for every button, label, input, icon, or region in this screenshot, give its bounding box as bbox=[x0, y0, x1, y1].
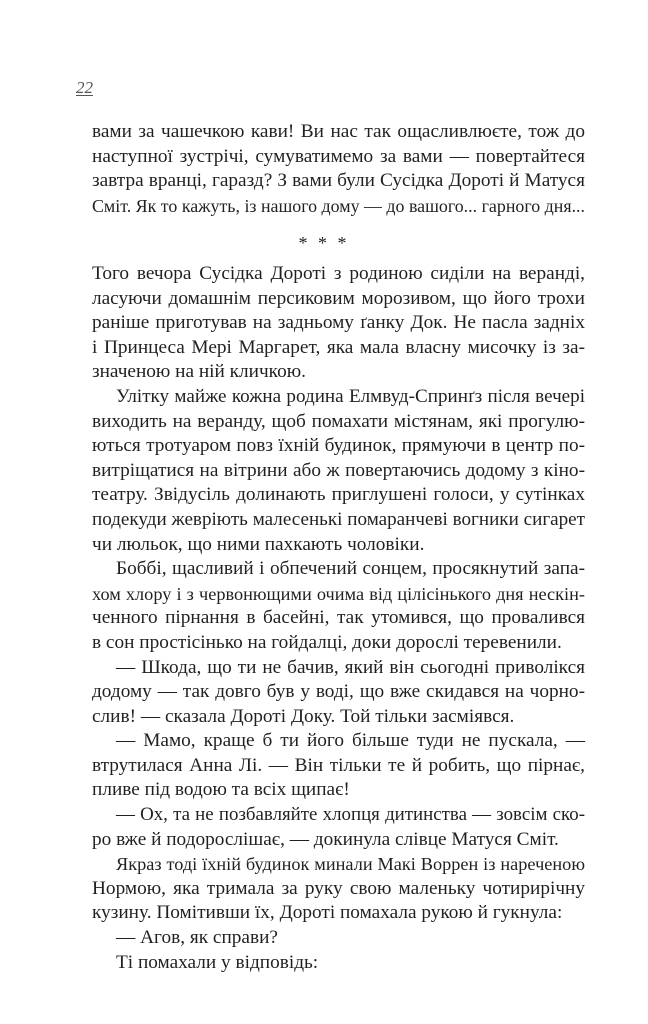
text-line: ються тротуаром повз їхній будинок, прямуючи в центр по- bbox=[92, 435, 585, 457]
paragraph bbox=[92, 656, 585, 730]
text-line: значеною на ній кличкою. bbox=[92, 361, 306, 383]
text-line: чи люльок, що ними пахкають чоловіки. bbox=[92, 533, 425, 555]
text-line: втрутилася Анна Лі. — Він тільки те й робить, що пірнає, bbox=[92, 754, 585, 776]
text-line: Нормою, яка тримала за руку свою маленьку чотирирічну bbox=[92, 877, 585, 899]
text-line: Ті помахали у відповідь: bbox=[116, 951, 319, 973]
paragraph bbox=[92, 729, 585, 803]
text-line: — Шкода, що ти не бачив, який він сьогодні приволікся bbox=[116, 656, 585, 678]
text-line: раніше приготував на задньому ґанку Док. Не пасла задніх bbox=[92, 312, 585, 334]
intro-paragraph bbox=[92, 120, 585, 218]
text-line: Того вечора Сусідка Дороті з родиною сиділи на веранді, bbox=[92, 263, 585, 284]
text-line: театру. Звідусіль долинають приглушені голоси, у сутінках bbox=[92, 484, 585, 506]
page-number: 22 bbox=[76, 78, 93, 97]
text-line: Сміт. Як то кажуть, із нашого дому — до вашого... гарного дня... bbox=[92, 195, 585, 216]
main-text bbox=[92, 262, 585, 975]
paragraph bbox=[92, 926, 585, 951]
paragraph bbox=[92, 803, 585, 852]
text-line: завтра вранці, гаразд? З вами були Сусідка Дороті й Матуся bbox=[92, 170, 585, 192]
text-line: вами за чашечкою кави! Ви нас так ощасливлюєте, тож до bbox=[92, 121, 585, 142]
paragraph bbox=[92, 852, 585, 926]
text-line: пливе під водою та всіх щипає! bbox=[92, 779, 350, 801]
text-line: подекуди жевріють малесенькі помаранчеві вогники сигарет bbox=[92, 508, 585, 530]
text-line: і Принцеса Мері Маргарет, яка мала власну мисочку із за- bbox=[92, 336, 585, 358]
text-line: витріщатися на вітрини або ж повертаючись додому з кіно- bbox=[92, 459, 585, 481]
paragraph bbox=[92, 262, 585, 385]
text-line: ласуючи домашнім персиковим морозивом, що його трохи bbox=[92, 287, 585, 309]
text-line: в сон простісінько на гойдалці, доки дорослі теревенили. bbox=[92, 631, 562, 653]
paragraph bbox=[92, 385, 585, 557]
text-line: наступної зустрічі, сумуватимемо за вами — повертайтеся bbox=[92, 145, 585, 167]
text-line: хом хлору і з червонющими очима від цілісінького дня нескін- bbox=[92, 583, 585, 604]
text-line: — Агов, як справи? bbox=[116, 927, 278, 949]
paragraph bbox=[92, 557, 585, 655]
text-line: ро вже й подорослішає, — докинула слівце Матуся Сміт. bbox=[92, 828, 559, 850]
text-line: Улітку майже кожна родина Елмвуд-Спринґз після вечері bbox=[116, 385, 585, 407]
section-separator: * * * bbox=[298, 233, 350, 253]
text-line: Якраз тоді їхній будинок минали Макі Воррен із нареченою bbox=[116, 854, 585, 875]
text-line: додому — так довго був у воді, що вже скидався на чорно- bbox=[92, 681, 585, 703]
text-line: ченного пірнання в басейні, так утомився, що провалився bbox=[92, 607, 585, 629]
text-line: — Мамо, краще б ти його більше туди не пускала, — bbox=[116, 730, 585, 752]
paragraph bbox=[92, 951, 585, 976]
text-line: — Ох, та не позбавляйте хлопця дитинства — зовсім ско- bbox=[116, 804, 585, 826]
text-line: виходить на веранду, щоб помахати містянам, які прогулю- bbox=[92, 410, 585, 432]
text-line: слив! — сказала Дороті Доку. Той тільки засміявся. bbox=[92, 705, 515, 727]
text-line: кузину. Помітивши їх, Дороті помахала рукою й гукнула: bbox=[92, 902, 563, 924]
text-line: Боббі, щасливий і обпечений сонцем, просякнутий запа- bbox=[116, 558, 585, 580]
